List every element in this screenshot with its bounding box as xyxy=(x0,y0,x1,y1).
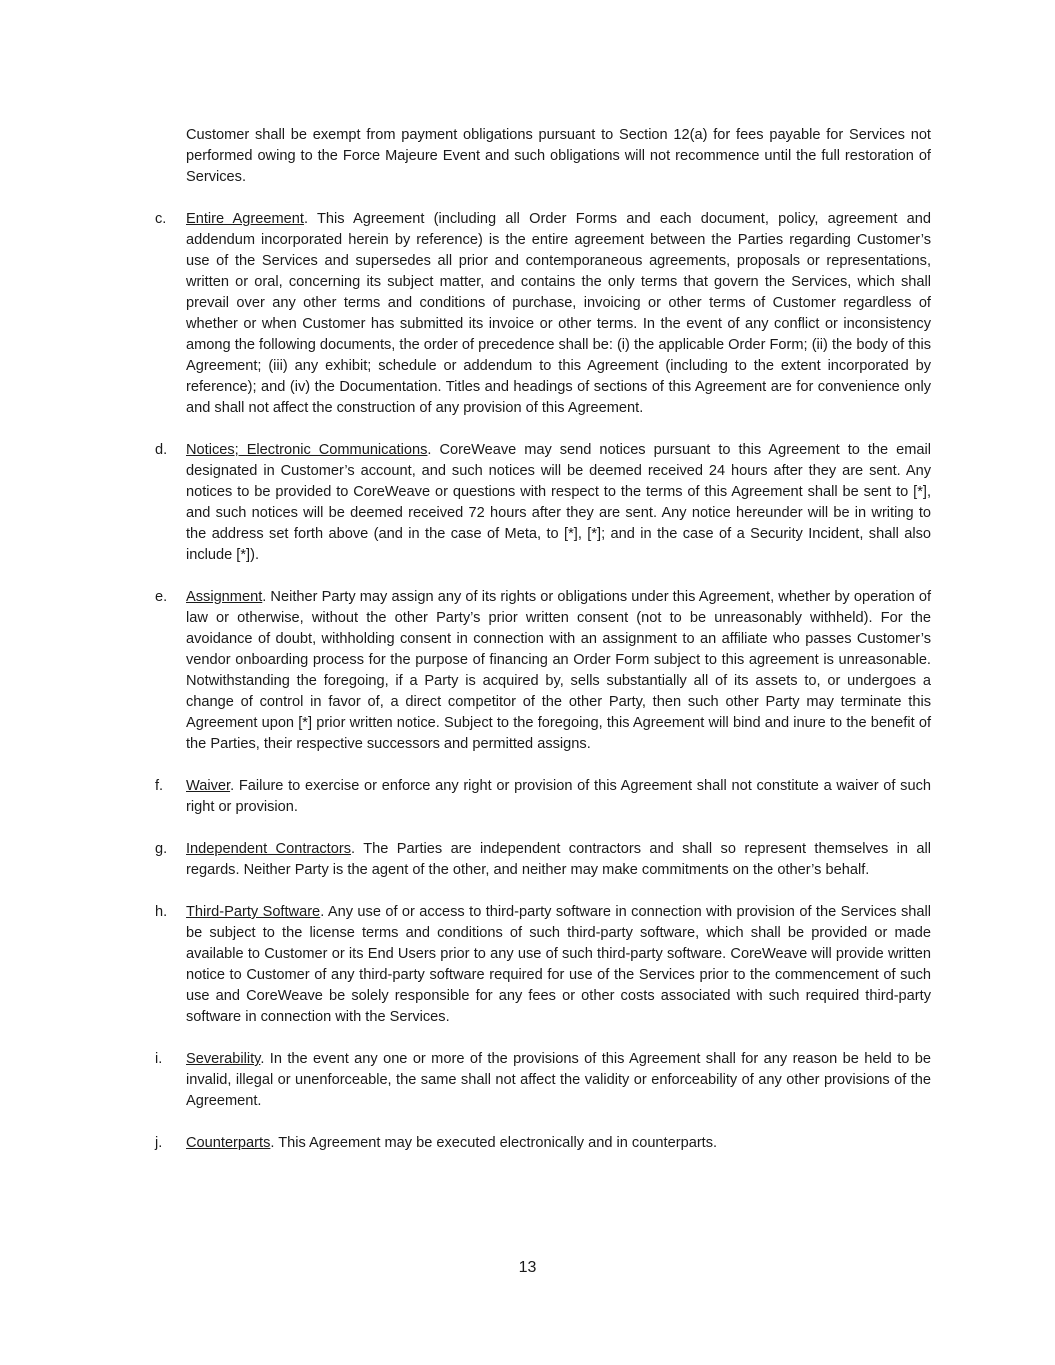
clause-heading: Third-Party Software xyxy=(186,904,321,920)
clause-letter: c. xyxy=(155,211,167,227)
clause-text: . Any use of or access to third-party software in connection with provision of the Services shall be subject to the license terms and conditions of such third-party software, which shall be provided or made available to Customer or its End Users prior to any use of such third-party software. CoreWeave will provide written notice to Customer of any third-party software required for use of the Services prior to the commencement of such use and CoreWeave be solely responsible for any fees or other costs associated with such required third-party software in connection with the Services. xyxy=(186,904,931,1025)
clause-text: . CoreWeave may send notices pursuant to this Agreement to the email designated in Customer’s account, and such notices will be deemed received 24 hours after they are sent. Any notices to be provided to CoreWeave or questions with respect to the terms of this Agreement shall be sent to [*], and such notices will be deemed received 72 hours after they are sent. Any notice hereunder will be in writing to the address set forth above (and in the case of Meta, to [*], [*]; and in the case of a Security Incident, shall also include [*]). xyxy=(186,442,931,563)
clause-heading: Severability xyxy=(186,1051,261,1067)
clause-heading: Entire Agreement xyxy=(186,211,304,227)
clause-letter: j. xyxy=(155,1135,163,1151)
clause-body xyxy=(186,587,931,755)
clause-body xyxy=(186,209,931,419)
clause-text: . This Agreement (including all Order Forms and each document, policy, agreement and addendum incorporated herein by reference) is the entire agreement between the Parties regarding Customer’s use of the Services and supersedes all prior and contemporaneous agreements, proposals or representations, written or oral, concerning its subject matter, and contains the only terms that govern the Services, which shall prevail over any other terms and conditions of purchase, invoicing or other terms of Customer regardless of whether or when Customer has submitted its invoice or other terms. In the event of any conflict or inconsistency among the following documents, the order of precedence shall be: (i) the applicable Order Form; (ii) the body of this Agreement; (iii) any exhibit; schedule or addendum to this Agreement (including to the extent incorporated by reference); and (iv) the Documentation. Titles and headings of sections of this Agreement are for convenience only and shall not affect the construction of any provision of this Agreement. xyxy=(186,211,931,416)
clause-body xyxy=(186,440,931,566)
document-body xyxy=(155,125,931,1154)
clause-text: . This Agreement may be executed electronically and in counterparts. xyxy=(270,1135,718,1151)
clause-text: . The Parties are independent contractors and shall so represent themselves in all regards. Neither Party is the agent of the other, and neither may make commitments on the other’s behalf. xyxy=(186,841,932,878)
clause-notices xyxy=(155,440,931,566)
clause-letter: i. xyxy=(155,1051,163,1067)
clause-heading: Notices; Electronic Communications xyxy=(186,442,428,458)
clause-body xyxy=(186,776,931,818)
clause-heading: Waiver xyxy=(186,778,231,794)
clause-letter: g. xyxy=(155,841,168,857)
clause-letter: f. xyxy=(155,778,164,794)
clause-body xyxy=(186,1133,931,1154)
clause-severability xyxy=(155,1049,931,1112)
clause-independent-contractors xyxy=(155,839,931,881)
clause-text: . In the event any one or more of the provisions of this Agreement shall for any reason be held to be invalid, illegal or unenforceable, the same shall not affect the validity or enforceability of any other provisions of the Agreement. xyxy=(186,1051,931,1109)
clause-third-party-software xyxy=(155,902,931,1028)
clause-text: . Failure to exercise or enforce any right or provision of this Agreement shall not constitute a waiver of such right or provision. xyxy=(186,778,931,815)
clause-body xyxy=(186,1049,931,1112)
clause-letter: d. xyxy=(155,442,168,458)
clause-text: . Neither Party may assign any of its rights or obligations under this Agreement, whether by operation of law or otherwise, without the other Party’s prior written consent (not to be unreasonably withheld). For the avoidance of doubt, withholding consent in connection with an assignment to an affiliate who passes Customer’s vendor onboarding process for the purpose of financing an Order Form subject to this agreement is unreasonable. Notwithstanding the foregoing, if a Party is acquired by, sells substantially all of its assets to, or undergoes a change of control in favor of, a direct competitor of the other Party, then such other Party may terminate this Agreement upon [*] prior written notice. Subject to the foregoing, this Agreement will bind and inure to the benefit of the Parties, their respective successors and permitted assigns. xyxy=(186,589,931,752)
clause-letter: h. xyxy=(155,904,168,920)
clause-counterparts xyxy=(155,1133,931,1154)
clause-heading: Independent Contractors xyxy=(186,841,351,857)
clause-heading: Counterparts xyxy=(186,1135,271,1151)
clause-body xyxy=(186,839,931,881)
clause-entire-agreement xyxy=(155,209,931,419)
lead-paragraph: Customer shall be exempt from payment obligations pursuant to Section 12(a) for fees payable for Services not performed owing to the Force Majeure Event and such obligations will not recommence until the full restoration of Services. xyxy=(186,127,931,185)
clause-body xyxy=(186,902,931,1028)
clause-heading: Assignment xyxy=(186,589,263,605)
clause-letter: e. xyxy=(155,589,168,605)
clause-waiver xyxy=(155,776,931,818)
clause-assignment xyxy=(155,587,931,755)
page-number: 13 xyxy=(518,1259,537,1276)
